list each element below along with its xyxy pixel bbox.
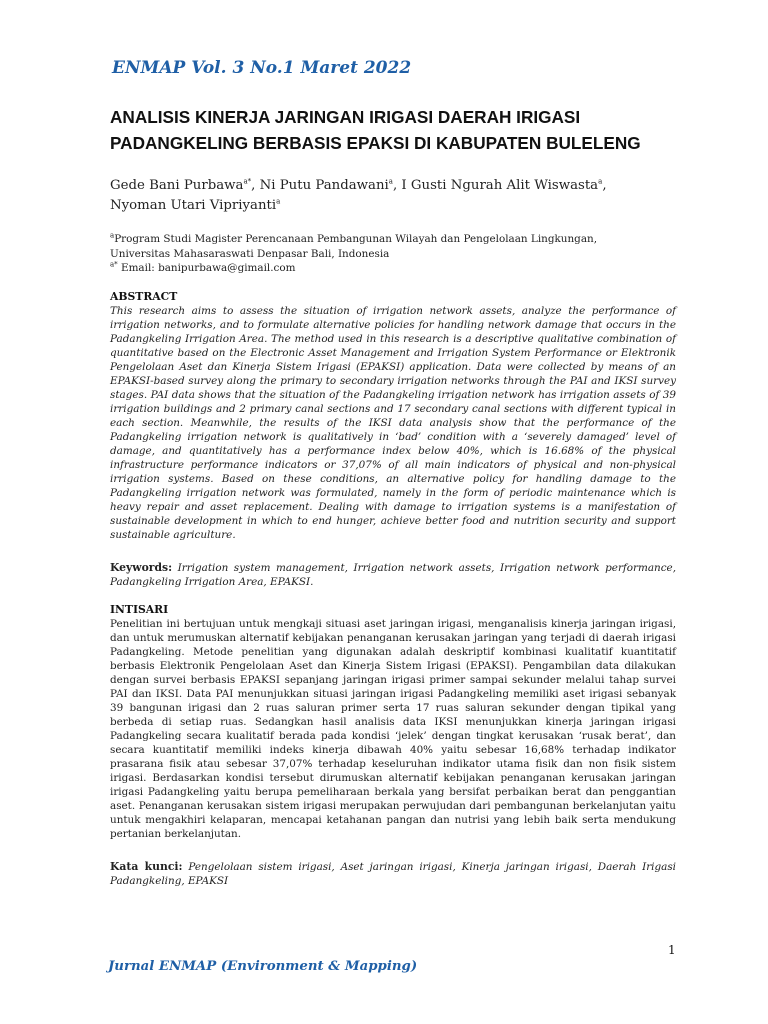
- author-line-1: [110, 176, 676, 196]
- title-line-2: PADANGKELING BERBASIS EPAKSI DI KABUPATEN BULELENG: [110, 133, 641, 153]
- affiliation-block: [110, 232, 676, 276]
- author-affiliation-mark: a: [388, 177, 393, 186]
- author-affiliation-mark: a*: [243, 177, 252, 186]
- email-mark: a*: [110, 260, 118, 269]
- author-separator: ,: [602, 178, 607, 193]
- intisari-body: Penelitian ini bertujuan untuk mengkaji situasi aset jaringan irigasi, menganalisis kinerja jaringan irigasi, dan untuk merumuskan alternatif kebijakan penanganan kerusakan jaringan yang terjadi di daerah irigasi Padangkeling. Metode penelitian yang digunakan adalah deskriptif kombinasi kualitatif kuantitatif berbasis Elektronik Pengelolaan Aset dan Kinerja Sistem Irigasi (EPAKSI). Pengambilan data dilakukan dengan survei berbasis EPAKSI sepanjang jaringan irigasi primer sampai sekunder melalui tahap survei PAI dan IKSI. Data PAI menunjukkan situasi jaringan irigasi Padangkeling memiliki aset irigasi sebanyak 39 bangunan irigasi dan 2 ruas saluran primer serta 17 ruas saluran sekunder dengan tipikal yang berbeda di setiap ruas. Sedangkan hasil analisis data IKSI menunjukkan kinerja jaringan irigasi Padangkeling secara kualitatif berada pada kondisi ‘jelek’ dengan tingkat kerusakan ‘rusak berat’, dan secara kuantitatif memiliki indeks kinerja dibawah 40% yaitu sebesar 16,68% terhadap indikator prasarana fisik atau sebesar 37,07% terhadap keseluruhan indikator utama fisik dan non fisik sistem irigasi. Berdasarkan kondisi tersebut dirumuskan alternatif kebijakan penanganan kerusakan jaringan irigasi Padangkeling yaitu berupa pemeliharaan berkala yang bersifat perbaikan berat dan penggantian aset. Penanganan kerusakan sistem irigasi merupakan perwujudan dari pembangunan berkelanjutan yaitu untuk mengakhiri kelaparan, mencapai ketahanan pangan dan nutrisi yang lebih baik serta mendukung pertanian berkelanjutan.: [110, 618, 676, 840]
- affiliation-mark: a: [110, 231, 115, 240]
- journal-footer: Jurnal ENMAP (Environment & Mapping): [108, 959, 418, 974]
- kata-kunci-label: Kata kunci:: [110, 860, 183, 873]
- author-name: Gede Bani Purbawa: [110, 178, 244, 193]
- author-list: [110, 176, 676, 216]
- affiliation-line-2: Universitas Mahasaraswati Denpasar Bali, Indonesia: [110, 247, 390, 260]
- email-text: Email: banipurbawa@gimail.com: [117, 262, 296, 274]
- abstract-body: This research aims to assess the situation of irrigation network assets, analyze the performance of irrigation networks, and to formulate alternative policies for handling network damage that occurs in the Padangkeling Irrigation Area. The method used in this research is a descriptive qualitative combination of quantitative based on the Electronic Asset Management and Irrigation System Performance or Elektronik Pengelolaan Aset dan Kinerja Sistem Irigasi (EPAKSI) application. Data were collected by means of an EPAKSI-based survey along the primary to secondary irrigation networks through the PAI and IKSI survey stages. PAI data shows that the situation of the Padangkeling irrigation network has irrigation assets of 39 irrigation buildings and 2 primary canal sections and 17 secondary canal sections with different typical in each section. Meanwhile, the results of the IKSI data analysis show that the performance of the Padangkeling irrigation network is qualitatively in ‘bad’ condition with a ‘severely damaged’ level of damage, and quantitatively has a performance index below 40%, which is 16.68% of the physical infrastructure performance indicators or 37,07% of all main indicators of physical and non-physical irrigation systems. Based on these conditions, an alternative policy for handling damage to the Padangkeling irrigation network was formulated, namely in the form of periodic maintenance which is heavy repair and asset replacement. Dealing with damage to irrigation systems is a manifestation of sustainable development in which to end hunger, achieve better food and nutrition security and support sustainable agriculture.: [110, 305, 676, 541]
- intisari-heading: INTISARI: [110, 603, 169, 616]
- kata-kunci-text: Pengelolaan sistem irigasi, Aset jaringan irigasi, Kinerja jaringan irigasi, Daerah Irigasi Padangkeling, EPAKSI: [110, 861, 677, 887]
- keywords: [110, 561, 676, 589]
- author-affiliation-mark: a: [598, 177, 603, 186]
- author-name: , Ni Putu Pandawani: [251, 178, 389, 193]
- email-line: [110, 261, 676, 276]
- author-line-2: [110, 196, 676, 216]
- paper-title: [110, 104, 676, 156]
- keywords-label: Keywords:: [110, 561, 173, 574]
- author-name: , I Gusti Ngurah Alit Wiswasta: [392, 178, 599, 193]
- keywords-text: Irrigation system management, Irrigation network assets, Irrigation network performance, Padangkeling Irrigation Area, EPAKSI.: [110, 562, 676, 588]
- journal-header: ENMAP Vol. 3 No.1 Maret 2022: [112, 58, 412, 78]
- abstract-heading: ABSTRACT: [110, 290, 178, 303]
- title-line-1: ANALISIS KINERJA JARINGAN IRIGASI DAERAH IRIGASI: [110, 107, 581, 127]
- page-number: 1: [668, 943, 676, 957]
- affiliation-text: Program Studi Magister Perencanaan Pembangunan Wilayah dan Pengelolaan Lingkungan,: [114, 233, 598, 245]
- affiliation-line-1: [110, 232, 676, 247]
- author-name: Nyoman Utari Vipriyanti: [110, 198, 277, 213]
- kata-kunci: [110, 860, 676, 888]
- author-affiliation-mark: a: [276, 197, 281, 206]
